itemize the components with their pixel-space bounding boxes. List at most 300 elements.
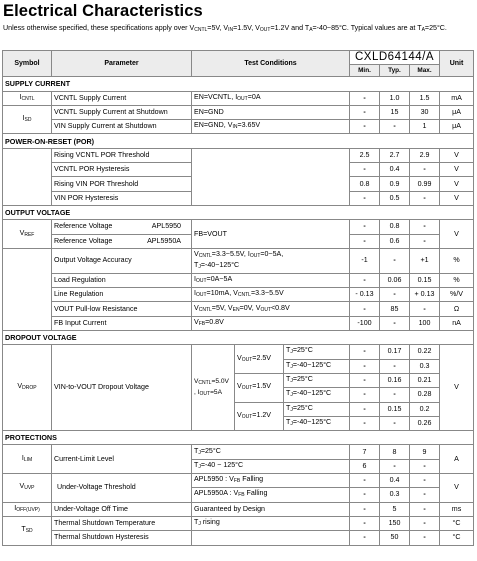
cond-sub: OUT	[195, 292, 207, 299]
cond: , I	[194, 388, 200, 396]
cond: T	[286, 417, 291, 426]
unit-cell: %/V	[440, 288, 474, 302]
param-cell: VCNTL Supply Current	[52, 91, 192, 105]
typ-cell: -	[380, 316, 410, 330]
section-output-title: OUTPUT VOLTAGE	[3, 205, 474, 219]
temp-cell	[284, 345, 350, 359]
cond: =0~5A,	[260, 249, 284, 258]
param-cell: FB Input Current	[52, 316, 192, 330]
table-row	[3, 288, 474, 302]
cond-sub: OUT	[260, 306, 271, 313]
unit-cell: V	[440, 474, 474, 503]
sym-sub: CNTL	[21, 95, 35, 102]
param-cell	[52, 220, 192, 234]
sym-sub: DROP	[22, 385, 37, 392]
symbol-header: Symbol	[3, 51, 52, 77]
cond-sub: OUT	[237, 95, 248, 102]
param-cell: VIN POR Hysteresis	[52, 191, 192, 205]
unit-cell: %	[440, 248, 474, 273]
max-cell: -	[410, 516, 440, 530]
cond: =25°C	[292, 403, 313, 412]
min-cell: 2.5	[350, 148, 380, 162]
max-cell: 0.28	[410, 388, 440, 402]
min-cell: -	[350, 302, 380, 316]
cond-sub: J	[290, 378, 293, 385]
cond: =-40~125°C	[292, 417, 332, 426]
typ-cell: -	[380, 120, 410, 134]
min-cell: -	[350, 474, 380, 488]
symbol-cell	[3, 516, 52, 545]
symbol-cell	[3, 105, 52, 134]
cond-sub: CNTL	[198, 252, 212, 259]
cond-sub: J	[198, 449, 201, 456]
table-row	[3, 531, 474, 545]
symbol-cell	[3, 445, 52, 474]
cond: =5A	[210, 388, 222, 396]
max-cell: 0.26	[410, 416, 440, 430]
cond-sub: J	[290, 406, 293, 413]
section-dropout-title: DROPOUT VOLTAGE	[3, 331, 474, 345]
section-protections-title: PROTECTIONS	[3, 431, 474, 445]
table-row	[3, 220, 474, 234]
section-supply-title: SUPPLY CURRENT	[3, 77, 474, 91]
intro-part: =5V, V	[207, 24, 229, 32]
unit-cell: Ω	[440, 302, 474, 316]
max-cell: -	[410, 474, 440, 488]
cond: T	[194, 446, 199, 455]
cond-cell	[192, 516, 350, 530]
min-cell: -	[350, 531, 380, 545]
unit-cell: mA	[440, 91, 474, 105]
section-row	[3, 431, 474, 445]
cond-sub: FB	[198, 320, 206, 327]
cond-cell	[192, 474, 350, 488]
cond-cell	[192, 345, 235, 431]
cond-sub: J	[290, 349, 293, 356]
table-row	[3, 105, 474, 119]
table-row	[3, 516, 474, 530]
cond-cell	[192, 273, 350, 287]
cond: APL5950A : V	[194, 489, 239, 498]
cond: =5V, V	[211, 303, 233, 312]
cond: =1.2V	[252, 410, 272, 419]
min-header: Min.	[350, 65, 380, 77]
vout-cell	[235, 345, 284, 374]
min-cell: -	[350, 163, 380, 177]
cond-sub: OUT	[241, 356, 253, 363]
unit-cell: V	[440, 148, 474, 162]
param-cell: Line Regulation	[52, 288, 192, 302]
typ-cell: 15	[380, 105, 410, 119]
max-cell: -	[410, 459, 440, 473]
table-row	[3, 474, 474, 488]
cond: T	[286, 375, 291, 384]
typ-cell: 8	[380, 445, 410, 459]
cond-sub: FB	[238, 492, 245, 499]
unit-cell: %	[440, 273, 474, 287]
cond-cell	[192, 459, 350, 473]
variant-label: APL5950	[151, 222, 181, 231]
cond: EN=GND, V	[194, 121, 233, 130]
cond-sub: EN	[232, 306, 240, 313]
cond: V	[237, 353, 242, 362]
cond-sub: OUT	[241, 385, 253, 392]
min-cell: -	[350, 345, 380, 359]
param-cell: Thermal Shutdown Temperature	[52, 516, 192, 530]
cond-sub: J	[290, 420, 293, 427]
max-cell: 9	[410, 445, 440, 459]
cond: V	[237, 410, 242, 419]
max-cell: -	[410, 191, 440, 205]
intro-sub: OUT	[259, 27, 271, 33]
table-row	[3, 91, 474, 105]
cond: =3.3~5.5V, I	[211, 249, 250, 258]
min-cell: 6	[350, 459, 380, 473]
table-row	[3, 302, 474, 316]
max-cell: 0.21	[410, 373, 440, 387]
sym-sub: OFF(UVP)	[16, 506, 40, 513]
typ-cell: -	[380, 288, 410, 302]
typ-cell: -	[380, 416, 410, 430]
symbol-cell	[3, 220, 52, 249]
sym: V	[17, 382, 23, 391]
min-cell: -	[350, 359, 380, 373]
variant-label: APL5950A	[147, 236, 181, 245]
typ-cell: 0.9	[380, 177, 410, 191]
typ-cell: 0.06	[380, 273, 410, 287]
min-cell: -	[350, 220, 380, 234]
param-cell: VIN-to-VOUT Dropout Voltage	[52, 345, 192, 431]
intro-sub: A	[421, 27, 425, 33]
typ-header: Typ.	[380, 65, 410, 77]
min-cell: 0.8	[350, 177, 380, 191]
symbol-cell	[3, 502, 52, 516]
cond-cell	[192, 302, 350, 316]
cond-cell	[192, 288, 350, 302]
cond-sub: OUT	[195, 278, 207, 284]
temp-cell	[284, 359, 350, 373]
param-cell: Current-Limit Level	[52, 445, 192, 474]
min-cell: -	[350, 373, 380, 387]
cond: =0V, V	[239, 303, 261, 312]
min-cell: -	[350, 91, 380, 105]
param-cell: VCNTL Supply Current at Shutdown	[52, 105, 192, 119]
max-cell: -	[410, 531, 440, 545]
cond: =-40~125°C	[292, 360, 332, 369]
intro-text	[3, 22, 475, 36]
param-cell	[52, 234, 192, 248]
min-cell: -	[350, 234, 380, 248]
spec-table	[2, 50, 474, 546]
typ-cell: 85	[380, 302, 410, 316]
table-row	[3, 120, 474, 134]
table-row	[3, 316, 474, 330]
cond: T	[286, 403, 291, 412]
cond: =0A~5A	[206, 275, 233, 283]
cond: =3.3~5.5V	[250, 289, 284, 298]
section-row	[3, 205, 474, 219]
typ-cell: 0.8	[380, 220, 410, 234]
cond-sub: CNTL	[198, 306, 212, 313]
cond: =3.65V	[237, 121, 261, 130]
section-row	[3, 331, 474, 345]
cond: =0A	[247, 92, 261, 101]
param-cell: VIN Supply Current at Shutdown	[52, 120, 192, 134]
param-cell: VCNTL POR Hysteresis	[52, 163, 192, 177]
cond-cell	[192, 91, 350, 105]
max-header: Max.	[410, 65, 440, 77]
cond-sub: OUT	[241, 413, 253, 420]
param-text: Reference Voltage	[54, 236, 113, 245]
typ-cell: 0.6	[380, 234, 410, 248]
typ-cell: 0.3	[380, 488, 410, 502]
table-row	[3, 502, 474, 516]
table-row	[3, 148, 474, 162]
cond: =2.5V	[252, 353, 272, 362]
sym: I	[22, 114, 25, 123]
cond: T	[194, 260, 199, 269]
cond-cell	[192, 248, 350, 273]
cond: T	[286, 346, 291, 355]
cond: =-40~125°C	[200, 260, 240, 269]
param-cell: Load Regulation	[52, 273, 192, 287]
max-cell: -	[410, 220, 440, 234]
max-cell: 0.2	[410, 402, 440, 416]
min-cell: -	[350, 388, 380, 402]
cond: =25°C	[292, 346, 313, 355]
unit-cell: °C	[440, 531, 474, 545]
min-cell: -	[350, 502, 380, 516]
sym: I	[21, 453, 24, 462]
unit-cell: μA	[440, 120, 474, 134]
cond: =0.8V	[205, 317, 224, 326]
max-cell: -	[410, 302, 440, 316]
cond-cell: FB=VOUT	[192, 220, 350, 249]
typ-cell: 0.16	[380, 373, 410, 387]
intro-sub: A	[309, 27, 313, 33]
intro-sub: IN	[228, 27, 234, 33]
sym: V	[19, 228, 25, 237]
intro-part: =25°C.	[424, 24, 447, 32]
cond-cell	[192, 445, 350, 459]
symbol-cell	[3, 148, 52, 205]
vout-cell	[235, 402, 284, 431]
part-number: CXLD64144/A	[350, 51, 440, 65]
typ-cell: 0.15	[380, 402, 410, 416]
typ-cell: -	[380, 359, 410, 373]
temp-cell	[284, 416, 350, 430]
sym-sub: REF	[24, 231, 35, 238]
max-cell: + 0.13	[410, 288, 440, 302]
max-cell: -	[410, 502, 440, 516]
cond-sub: CNTL	[237, 292, 251, 299]
cond: Falling	[244, 489, 268, 498]
cond-sub: IN	[232, 124, 238, 131]
min-cell: 7	[350, 445, 380, 459]
page-title: Electrical Characteristics	[3, 2, 203, 20]
typ-cell: 0.4	[380, 474, 410, 488]
section-row	[3, 77, 474, 91]
param-cell: Rising VIN POR Threshold	[52, 177, 192, 191]
min-cell: -	[350, 120, 380, 134]
unit-cell: V	[440, 163, 474, 177]
max-cell: 100	[410, 316, 440, 330]
param-cell: VOUT Pull-low Resistance	[52, 302, 192, 316]
cond: =-40 ~ 125°C	[200, 460, 244, 469]
cond: =10mA, V	[206, 289, 238, 298]
max-cell: 0.3	[410, 359, 440, 373]
symbol-cell	[3, 474, 52, 503]
cond: T	[194, 460, 199, 469]
cond: I	[194, 275, 196, 283]
param-cell: Thermal Shutdown Hysteresis	[52, 531, 192, 545]
cond-sub: J	[290, 392, 293, 399]
max-cell: 30	[410, 105, 440, 119]
unit-cell: ms	[440, 502, 474, 516]
parameter-header: Parameter	[52, 51, 192, 77]
sym: I	[19, 92, 22, 101]
vout-cell	[235, 373, 284, 402]
cond: T	[286, 389, 291, 398]
cond-cell	[192, 120, 350, 134]
typ-cell: 0.17	[380, 345, 410, 359]
test-conditions-header: Test Conditions	[192, 51, 350, 77]
unit-cell: V	[440, 220, 474, 249]
cond: rising	[200, 518, 220, 527]
min-cell: -	[350, 191, 380, 205]
min-cell: -	[350, 516, 380, 530]
symbol-cell	[3, 91, 52, 105]
sym-sub: LIM	[23, 456, 33, 463]
sym-sub: UVP	[24, 485, 35, 492]
max-cell: 2.9	[410, 148, 440, 162]
max-cell: 1	[410, 120, 440, 134]
sym: T	[21, 525, 26, 534]
cond: T	[194, 518, 199, 527]
section-row	[3, 134, 474, 148]
cond-sub: OUT	[199, 390, 211, 397]
param-text: Reference Voltage	[54, 222, 113, 231]
cond: Falling	[240, 475, 264, 484]
sym: V	[19, 482, 25, 491]
unit-cell: °C	[440, 516, 474, 530]
table-row	[3, 445, 474, 459]
cond: V	[194, 249, 199, 258]
min-cell: -	[350, 105, 380, 119]
cond-cell	[192, 488, 350, 502]
cond-sub: J	[198, 263, 201, 270]
sym-sub: SD	[24, 117, 32, 124]
section-por-title: POWER-ON-RESET (POR)	[3, 134, 474, 148]
cond: V	[237, 382, 242, 391]
max-cell: 0.15	[410, 273, 440, 287]
typ-cell: -	[380, 459, 410, 473]
sym-sub: SD	[25, 528, 33, 535]
max-cell: -	[410, 234, 440, 248]
cond: =25°C	[200, 446, 221, 455]
cond: V	[194, 303, 199, 312]
symbol-cell	[3, 345, 52, 431]
cond-cell	[192, 148, 350, 205]
intro-sub: CNTL	[194, 27, 208, 33]
cond-cell	[192, 316, 350, 330]
typ-cell: 0.4	[380, 163, 410, 177]
header-row	[3, 51, 474, 65]
cond: V	[194, 377, 199, 385]
unit-cell: V	[440, 191, 474, 205]
unit-cell: V	[440, 345, 474, 431]
cond: <0.8V	[271, 303, 290, 312]
unit-cell: μA	[440, 105, 474, 119]
table-row	[3, 248, 474, 273]
cond-cell	[192, 531, 350, 545]
max-cell: -	[410, 488, 440, 502]
typ-cell: -	[380, 388, 410, 402]
unit-header: Unit	[440, 51, 474, 77]
cond: =1.5V	[252, 382, 272, 391]
cond: =5.0V	[211, 377, 229, 385]
unit-cell: V	[440, 177, 474, 191]
table-row	[3, 345, 474, 359]
unit-cell: nA	[440, 316, 474, 330]
min-cell: -	[350, 488, 380, 502]
cond: V	[194, 317, 199, 326]
intro-part: =1.2V and T	[270, 24, 310, 32]
typ-cell: 5	[380, 502, 410, 516]
min-cell: -100	[350, 316, 380, 330]
min-cell: -	[350, 416, 380, 430]
min-cell: - 0.13	[350, 288, 380, 302]
max-cell: 0.99	[410, 177, 440, 191]
typ-cell: -	[380, 248, 410, 273]
min-cell: -	[350, 402, 380, 416]
cond: EN=VCNTL, I	[194, 92, 238, 101]
unit-cell: A	[440, 445, 474, 474]
max-cell: -	[410, 163, 440, 177]
typ-cell: 50	[380, 531, 410, 545]
temp-cell	[284, 402, 350, 416]
typ-cell: 0.5	[380, 191, 410, 205]
typ-cell: 150	[380, 516, 410, 530]
table-row	[3, 273, 474, 287]
cond: T	[286, 360, 291, 369]
cond-cell: Guaranteed by Design	[192, 502, 350, 516]
param-cell: Rising VCNTL POR Threshold	[52, 148, 192, 162]
param-cell: Under-Voltage Off Time	[52, 502, 192, 516]
intro-part: =1.5V, V	[233, 24, 260, 32]
cond-sub: FB	[233, 478, 241, 485]
min-cell: -1	[350, 248, 380, 273]
temp-cell	[284, 373, 350, 387]
symbol-cell	[3, 248, 52, 330]
cond-sub: OUT	[249, 252, 261, 259]
cond: =-40~125°C	[292, 389, 332, 398]
cond-sub: J	[198, 463, 201, 470]
max-cell: 0.22	[410, 345, 440, 359]
temp-cell	[284, 388, 350, 402]
cond: =25°C	[292, 375, 313, 384]
max-cell: +1	[410, 248, 440, 273]
cond: APL5950 : V	[194, 475, 234, 484]
intro-part: =-40~85°C. Typical values are at T	[312, 24, 422, 32]
cond-sub: CNTL	[198, 379, 212, 386]
cond-sub: J	[290, 363, 293, 370]
cond: I	[194, 289, 196, 298]
typ-cell: 1.0	[380, 91, 410, 105]
typ-cell: 2.7	[380, 148, 410, 162]
cond-cell: EN=GND	[192, 105, 350, 119]
intro-part: Unless otherwise specified, these specifications apply over V	[3, 24, 195, 32]
